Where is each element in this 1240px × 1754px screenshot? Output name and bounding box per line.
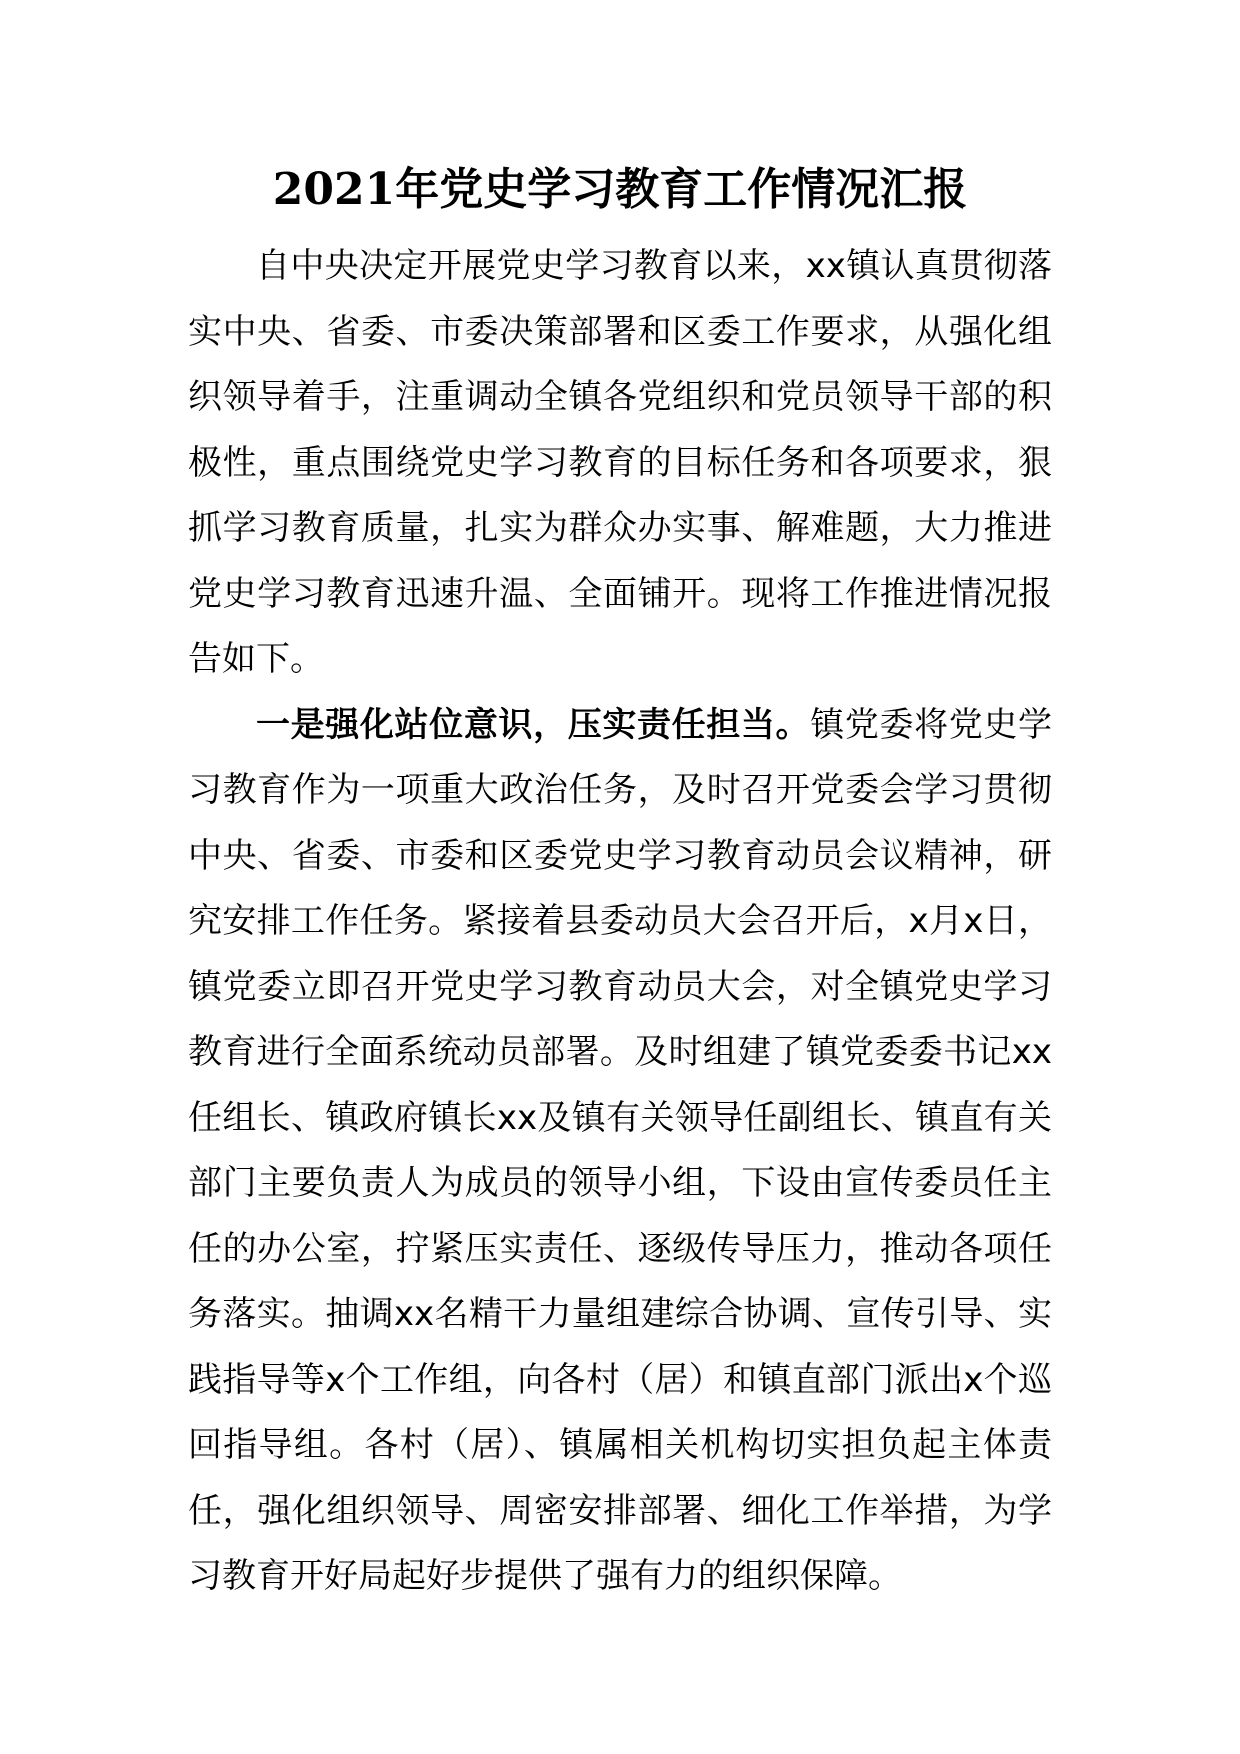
- paragraph-section-one: [188, 693, 1052, 1610]
- document-title: 2021年党史学习教育工作情况汇报: [272, 164, 968, 215]
- section-heading: 一是强化站位意识，压实责任担当。: [256, 704, 811, 745]
- paragraph-intro: [188, 234, 1052, 693]
- paragraph-text: 镇党委将党史学习教育作为一项重大政治任务，及时召开党委会学习贯彻中央、省委、市委和区委党史学习教育动员会议精神，研究安排工作任务。紧接着县委动员大会召开后，x月x日，镇党委立即召开党史学习教育动员大会，对全镇党史学习教育进行全面系统动员部署。及时组建了镇党委委书记xx任组长、镇政府镇长xx及镇有关领导任副组长、镇直有关部门主要负责人为成员的领导小组，下设由宣传委员任主任的办公室，拧紧压实责任、逐级传导压力，推动各项任务落实。抽调xx名精干力量组建综合协调、宣传引导、实践指导等x个工作组，向各村（居）和镇直部门派出x个巡回指导组。各村（居）、镇属相关机构切实担负起主体责任，强化组织领导、周密安排部署、细化工作举措，为学习教育开好局起好步提供了强有力的组织保障。: [188, 704, 1053, 1596]
- document-body: [188, 234, 1052, 1610]
- paragraph-text: 自中央决定开展党史学习教育以来，xx镇认真贯彻落实中央、省委、市委决策部署和区委工作要求，从强化组织领导着手，注重调动全镇各党组织和党员领导干部的积极性，重点围绕党史学习教育的目标任务和各项要求，狠抓学习教育质量，扎实为群众办实事、解难题，大力推进党史学习教育迅速升温、全面铺开。现将工作推进情况报告如下。: [188, 246, 1052, 679]
